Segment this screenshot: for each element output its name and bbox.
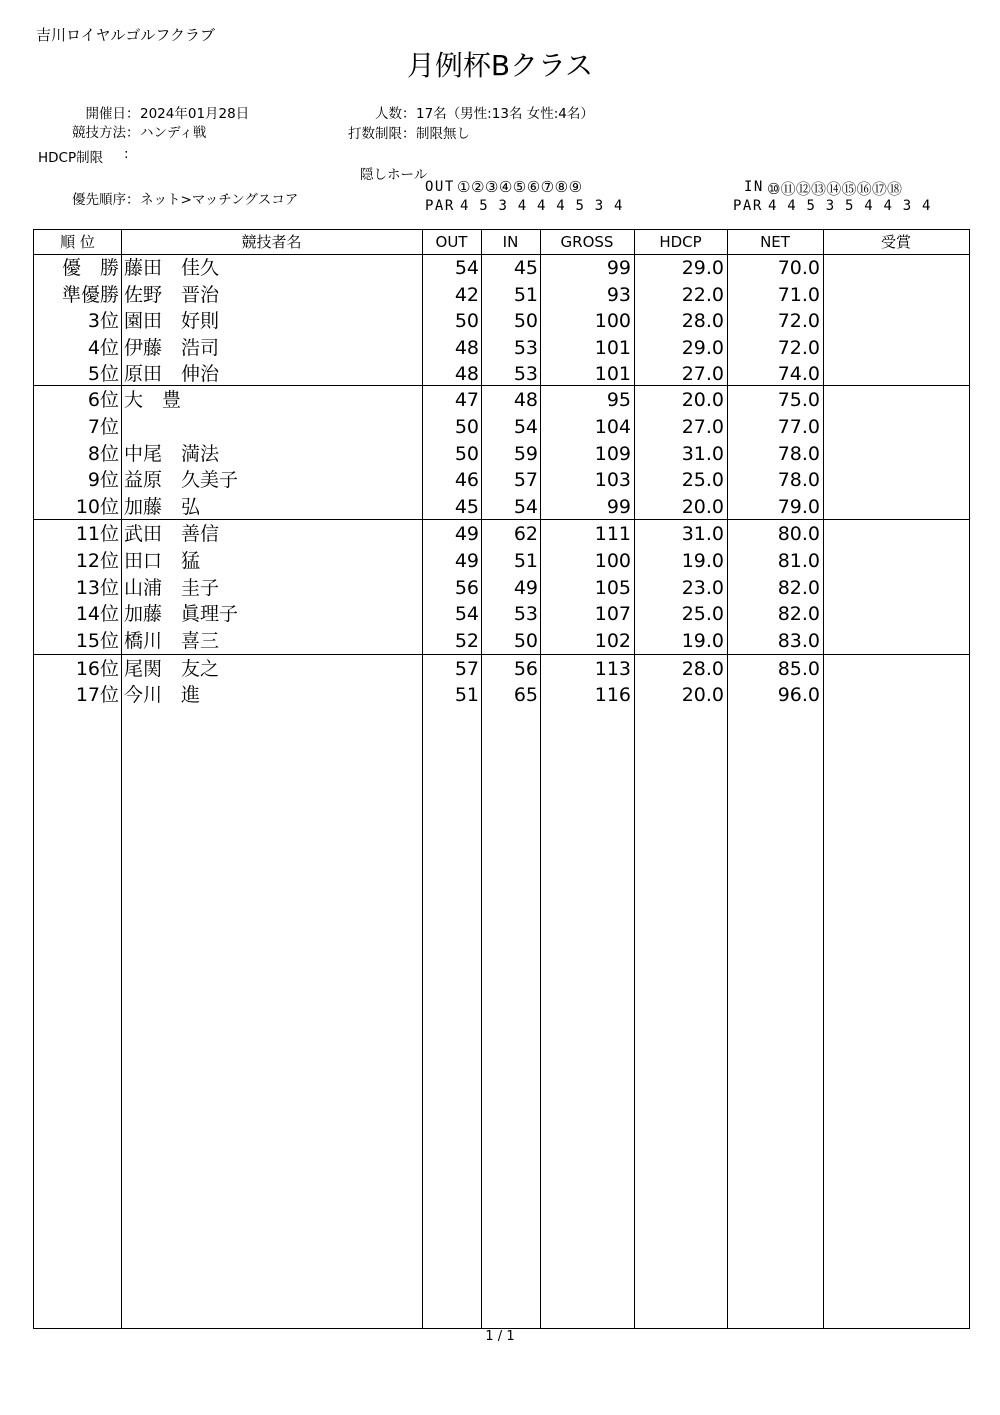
priority-value: ネット>マッチングスコア	[140, 192, 299, 208]
table-row	[34, 548, 969, 575]
table-row	[34, 467, 969, 494]
gross-score: 100	[594, 550, 631, 572]
rank-cell: 14位	[75, 603, 119, 625]
out-score: 47	[454, 389, 479, 411]
rank-cell: 4位	[87, 337, 119, 359]
rank-cell: 8位	[87, 443, 119, 465]
header-gross: GROSS	[560, 233, 614, 251]
in-score: 49	[513, 577, 538, 599]
out-holes: ①②③④⑤⑥⑦⑧⑨	[457, 178, 583, 196]
gross-score: 101	[594, 337, 631, 359]
hdcp-value: 22.0	[681, 284, 724, 306]
net-score: 79.0	[777, 496, 820, 518]
page-title: 月例杯Bクラス	[406, 49, 594, 82]
gross-score: 105	[594, 577, 631, 599]
gross-score: 113	[594, 658, 631, 680]
rank-cell: 5位	[87, 363, 119, 385]
net-score: 72.0	[777, 337, 820, 359]
gross-score: 103	[594, 469, 631, 491]
table-row	[34, 414, 969, 441]
net-score: 75.0	[777, 389, 820, 411]
net-score: 96.0	[777, 684, 820, 706]
player-name: 加藤 弘	[124, 496, 201, 518]
hdcp-value: 19.0	[681, 630, 724, 652]
out-score: 46	[454, 469, 479, 491]
net-score: 82.0	[777, 603, 820, 625]
player-name: 加藤 眞理子	[124, 603, 239, 625]
hdcp-limit-colon: :	[124, 146, 129, 162]
net-score: 77.0	[777, 416, 820, 438]
net-score: 78.0	[777, 469, 820, 491]
table-row	[34, 682, 969, 709]
hdcp-value: 31.0	[681, 523, 724, 545]
priority-label: 優先順序	[72, 192, 126, 208]
rank-cell: 16位	[75, 658, 119, 680]
gross-score: 100	[594, 310, 631, 332]
header-net: NET	[760, 233, 790, 251]
header-out: OUT	[435, 233, 468, 251]
gross-score: 104	[594, 416, 631, 438]
header-in: IN	[502, 233, 519, 251]
in-pars: 4 4 5 3 5 4 4 3 4	[768, 198, 932, 214]
out-score: 48	[454, 363, 479, 385]
player-name: 藤田 佳久	[124, 257, 220, 279]
in-score: 48	[513, 389, 538, 411]
rank-cell: 7位	[87, 416, 119, 438]
in-score: 53	[513, 603, 538, 625]
hdcp-value: 20.0	[681, 496, 724, 518]
out-score: 49	[454, 523, 479, 545]
hdcp-value: 29.0	[681, 257, 724, 279]
player-name: 伊藤 浩司	[124, 337, 220, 359]
rank-cell: 17位	[75, 684, 119, 706]
in-score: 45	[513, 257, 538, 279]
out-score: 49	[454, 550, 479, 572]
player-name: 園田 好則	[124, 310, 220, 332]
count-colon: ：	[402, 106, 416, 122]
in-score: 59	[513, 443, 538, 465]
hdcp-value: 27.0	[681, 416, 724, 438]
header-hdcp: HDCP	[659, 233, 702, 251]
player-name: 尾関 友之	[124, 658, 220, 680]
player-name: 今川 進	[124, 684, 201, 706]
hdcp-limit-label: HDCP制限	[38, 150, 104, 166]
priority-colon: ：	[126, 192, 140, 208]
date-colon: ：	[126, 106, 140, 122]
hdcp-value: 25.0	[681, 603, 724, 625]
net-score: 78.0	[777, 443, 820, 465]
table-row	[34, 255, 969, 282]
out-score: 45	[454, 496, 479, 518]
out-score: 54	[454, 603, 479, 625]
net-score: 70.0	[777, 257, 820, 279]
net-score: 82.0	[777, 577, 820, 599]
in-score: 65	[513, 684, 538, 706]
net-score: 71.0	[777, 284, 820, 306]
method-value: ハンディ戦	[140, 125, 207, 141]
stroke-limit-label: 打数制限	[348, 126, 402, 142]
table-row	[34, 494, 969, 521]
in-score: 57	[513, 469, 538, 491]
hdcp-value: 23.0	[681, 577, 724, 599]
out-pars: 4 5 3 4 4 4 5 3 4	[460, 198, 624, 214]
hdcp-value: 25.0	[681, 469, 724, 491]
method-colon: ：	[126, 125, 140, 141]
in-score: 62	[513, 523, 538, 545]
hidden-hole-label: 隠しホール	[360, 167, 428, 183]
rank-cell: 3位	[87, 310, 119, 332]
out-score: 56	[454, 577, 479, 599]
in-score: 56	[513, 658, 538, 680]
player-name: 益原 久美子	[124, 469, 239, 491]
table-row	[34, 282, 969, 309]
player-name: 原田 伸治	[124, 363, 220, 385]
rank-cell: 10位	[75, 496, 119, 518]
table-row	[34, 361, 969, 388]
stroke-limit-colon: ：	[402, 126, 416, 142]
out-score: 42	[454, 284, 479, 306]
out-par-label: PAR	[425, 198, 455, 214]
out-score: 50	[454, 443, 479, 465]
net-score: 80.0	[777, 523, 820, 545]
results-table	[33, 229, 970, 1329]
out-score: 51	[454, 684, 479, 706]
in-score: 50	[513, 630, 538, 652]
in-score: 54	[513, 416, 538, 438]
rank-cell: 12位	[75, 550, 119, 572]
out-score: 50	[454, 310, 479, 332]
in-score: 53	[513, 337, 538, 359]
net-score: 85.0	[777, 658, 820, 680]
table-row	[34, 521, 969, 548]
in-score: 50	[513, 310, 538, 332]
in-label: IN	[744, 179, 764, 195]
table-row	[34, 387, 969, 414]
hdcp-value: 20.0	[681, 684, 724, 706]
stroke-limit-value: 制限無し	[416, 126, 470, 142]
gross-score: 107	[594, 603, 631, 625]
out-score: 57	[454, 658, 479, 680]
gross-score: 102	[594, 630, 631, 652]
player-name: 橋川 喜三	[124, 630, 220, 652]
in-score: 51	[513, 284, 538, 306]
hdcp-value: 28.0	[681, 310, 724, 332]
hdcp-value: 29.0	[681, 337, 724, 359]
in-holes: ⑩⑪⑫⑬⑭⑮⑯⑰⑱	[767, 180, 903, 198]
date-label: 開催日	[85, 106, 126, 122]
gross-score: 101	[594, 363, 631, 385]
out-label: OUT	[425, 179, 455, 195]
rank-cell: 準優勝	[61, 284, 119, 306]
out-score: 48	[454, 337, 479, 359]
hdcp-value: 27.0	[681, 363, 724, 385]
table-row	[34, 628, 969, 655]
rank-cell: 9位	[87, 469, 119, 491]
club-name: 吉川ロイヤルゴルフクラブ	[36, 26, 215, 44]
rank-cell: 13位	[75, 577, 119, 599]
gross-score: 111	[594, 523, 631, 545]
player-name: 田口 猛	[124, 550, 201, 572]
in-score: 53	[513, 363, 538, 385]
hdcp-value: 19.0	[681, 550, 724, 572]
net-score: 72.0	[777, 310, 820, 332]
gross-score: 99	[606, 257, 631, 279]
page-number: 1 / 1	[485, 1329, 515, 1344]
net-score: 81.0	[777, 550, 820, 572]
header-name: 競技者名	[241, 233, 302, 251]
hdcp-value: 28.0	[681, 658, 724, 680]
in-score: 54	[513, 496, 538, 518]
rank-cell: 6位	[87, 389, 119, 411]
gross-score: 95	[606, 389, 631, 411]
in-par-label: PAR	[733, 198, 763, 214]
player-name: 佐野 晋治	[124, 284, 220, 306]
count-label: 人数	[375, 106, 402, 122]
net-score: 83.0	[777, 630, 820, 652]
date-value: 2024年01月28日	[140, 106, 250, 122]
rank-cell: 15位	[75, 630, 119, 652]
table-row	[34, 441, 969, 468]
gross-score: 93	[606, 284, 631, 306]
gross-score: 116	[594, 684, 631, 706]
out-score: 54	[454, 257, 479, 279]
header-award: 受賞	[880, 233, 911, 251]
method-label: 競技方法	[72, 125, 126, 141]
player-name: 武田 善信	[124, 523, 220, 545]
out-score: 52	[454, 630, 479, 652]
hdcp-value: 20.0	[681, 389, 724, 411]
header-rank: 順 位	[60, 233, 95, 251]
table-row	[34, 656, 969, 683]
rank-cell: 優 勝	[61, 257, 119, 279]
in-score: 51	[513, 550, 538, 572]
rank-cell: 11位	[75, 523, 119, 545]
net-score: 74.0	[777, 363, 820, 385]
player-name: 大 豊	[124, 389, 182, 411]
player-name: 中尾 満法	[124, 443, 220, 465]
table-row	[34, 335, 969, 362]
hdcp-value: 31.0	[681, 443, 724, 465]
gross-score: 99	[606, 496, 631, 518]
table-row	[34, 575, 969, 602]
count-value: 17名（男性:13名 女性:4名）	[416, 106, 594, 122]
table-row	[34, 308, 969, 335]
table-row	[34, 601, 969, 628]
player-name: 山浦 圭子	[124, 577, 220, 599]
gross-score: 109	[594, 443, 631, 465]
out-score: 50	[454, 416, 479, 438]
